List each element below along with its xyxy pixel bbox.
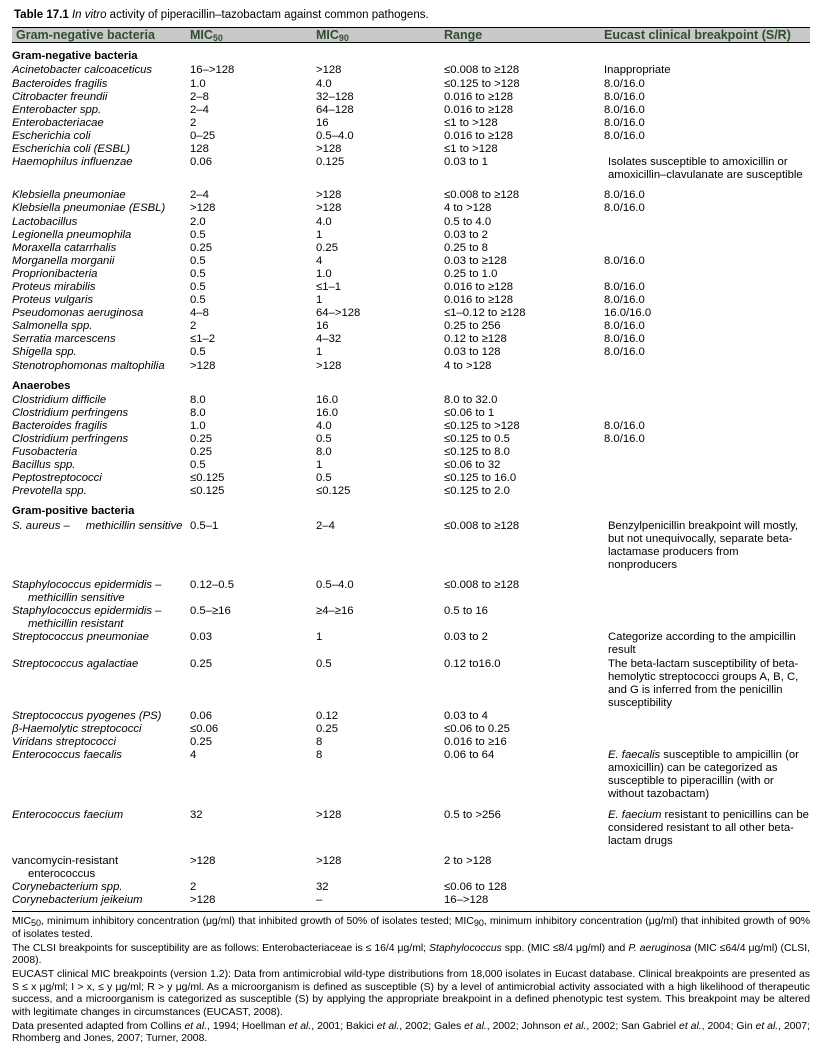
organism-name: Proprionibacteria (12, 267, 98, 280)
mic90-value: 1 (316, 346, 323, 359)
range-value: 0.12 to16.0 (444, 657, 501, 670)
mic50-value: 4 (190, 749, 197, 762)
range-value: 4 to >128 (444, 202, 492, 215)
table-row (12, 229, 810, 242)
breakpoint-value: 8.0/16.0 (604, 419, 645, 432)
mic50-value: 2.0 (190, 215, 206, 228)
table-row (12, 255, 810, 268)
mic90-value: 64–128 (316, 103, 354, 116)
row-spacer (12, 802, 810, 809)
table-row (12, 485, 810, 498)
organism-name: Serratia marcescens (12, 333, 116, 346)
mic90-value: 8 (316, 736, 323, 749)
breakpoint-value: Inappropriate (604, 64, 671, 77)
mic90-value: >128 (316, 202, 342, 215)
organism-name: Escherichia coli (12, 129, 91, 142)
organism-name: Klebsiella pneumoniae (ESBL) (12, 202, 166, 215)
range-value: 0.016 to ≥128 (444, 129, 514, 142)
table-row (12, 472, 810, 485)
organism-name: Clostridium perfringens (12, 433, 129, 445)
footnote-clsi: The CLSI breakpoints for susceptibility are as follows: Enterobacteriaceae is ≤ 16/4 μg/ml; Staphylococcus spp. (MIC ≤8/4 μg/ml) and P. aeruginosa (MIC ≤64/4 μg/ml) (CLSI, 2008). (12, 942, 810, 967)
col-header-mic90: MIC90 (316, 28, 444, 43)
mic90-value: >128 (316, 189, 342, 202)
mic50-value: 4–8 (190, 307, 209, 320)
col-header-organism: Gram-negative bacteria (12, 28, 190, 43)
organism-name: Salmonella spp. (12, 320, 93, 333)
table-row (12, 809, 810, 848)
row-spacer (12, 572, 810, 579)
organism-name: Streptococcus pneumoniae (12, 631, 149, 644)
breakpoint-value (604, 472, 810, 485)
organism-name: Bacteroides fragilis (12, 77, 108, 90)
breakpoint-value (604, 216, 810, 229)
range-value: 0.03 to 2 (444, 228, 488, 241)
organism-name: Acinetobacter calcoaceticus (12, 64, 153, 77)
breakpoint-value (604, 855, 810, 881)
section-title: Gram-positive bacteria (12, 505, 135, 518)
table-row (12, 407, 810, 420)
range-value: ≤1–0.12 to ≥128 (444, 307, 526, 320)
mic50-value: 8.0 (190, 393, 206, 406)
range-value: ≤0.125 to 16.0 (444, 472, 517, 485)
footnote-sources: Data presented adapted from Collins et al., 1994; Hoellman et al., 2001; Bakici et al., 2002; Gales et al., 2002; Johnson et al., 2002; San Gabriel et al., 2004; Gin et al., 2007; Rhomberg and Jones, 2007; Turner, 2008. (12, 1020, 810, 1045)
mic50-value: 0–25 (190, 129, 216, 142)
range-value: 0.12 to ≥128 (444, 333, 507, 346)
range-value: 0.5 to 16 (444, 605, 488, 618)
breakpoint-value (604, 446, 810, 459)
mic50-value: 2 (190, 116, 197, 129)
organism-name: Klebsiella pneumoniae (12, 189, 126, 202)
range-value: 0.25 to 1.0 (444, 267, 498, 280)
table-row (12, 881, 810, 894)
mic50-value: 0.5 (190, 254, 206, 267)
mic50-value: 0.12–0.5 (190, 578, 234, 591)
breakpoint-value: E. faecalis susceptible to ampicillin (or amoxicillin) can be categorized as susceptible to piperacillin (with or without tazobactam) (608, 749, 799, 801)
mic90-value: ≥4–≥16 (316, 605, 354, 618)
organism-name: Citrobacter freundii (12, 90, 108, 103)
range-value: ≤0.125 to 0.5 (444, 433, 510, 445)
table-row (12, 242, 810, 255)
table-caption (14, 8, 810, 22)
range-value: ≤0.125 to 2.0 (444, 485, 510, 498)
table-row (12, 394, 810, 407)
breakpoint-value: 8.0/16.0 (604, 202, 645, 215)
table-row (12, 117, 810, 130)
table-row (12, 520, 810, 572)
range-value: ≤0.125 to >128 (444, 419, 520, 432)
mic90-value: 16 (316, 116, 329, 129)
breakpoint-value: 8.0/16.0 (604, 346, 645, 359)
breakpoint-value: 8.0/16.0 (604, 189, 645, 202)
organism-name: β-Haemolytic streptococci (12, 722, 142, 735)
breakpoint-value: Benzylpenicillin breakpoint will mostly, but not unequivocally, separate beta-lactamase producers from nonproducers (608, 519, 799, 571)
table-row (12, 64, 810, 77)
mic90-value: 0.25 (316, 722, 338, 735)
mic50-value: 0.5 (190, 267, 206, 280)
table-row (12, 736, 810, 749)
breakpoint-value (604, 894, 810, 907)
organism-name: Stenotrophomonas maltophilia (12, 359, 165, 372)
organism-name: Haemophilus influenzae (12, 156, 133, 169)
range-value: 0.016 to ≥128 (444, 280, 514, 293)
row-spacer (12, 848, 810, 855)
mic90-value: ≤1–1 (316, 280, 342, 293)
breakpoint-value: 8.0/16.0 (604, 90, 645, 103)
range-value: ≤1 to >128 (444, 116, 498, 129)
mic50-value: 1.0 (190, 419, 206, 432)
caption-italic: In vitro (71, 9, 107, 21)
range-value: ≤0.06 to 128 (444, 881, 507, 893)
table-row (12, 433, 810, 446)
mic50-value: 0.25 (190, 736, 212, 749)
range-value: 0.03 to 4 (444, 709, 488, 722)
range-value: 0.5 to 4.0 (444, 215, 492, 228)
range-value: ≤0.125 to 8.0 (444, 446, 510, 459)
organism-name: Lactobacillus (12, 215, 78, 228)
table-row (12, 202, 810, 215)
table-row (12, 459, 810, 472)
mic90-value: >128 (316, 808, 342, 821)
organism-name: Morganella morganii (12, 254, 115, 267)
mic50-value: 0.25 (190, 446, 212, 459)
table-row (12, 749, 810, 801)
breakpoint-value (604, 710, 810, 723)
section-title: Anaerobes (12, 379, 71, 392)
col-header-range: Range (444, 28, 604, 43)
breakpoint-value (604, 407, 810, 420)
mic50-value: 32 (190, 808, 203, 821)
mic90-value: 32–128 (316, 90, 354, 103)
breakpoint-value: 8.0/16.0 (604, 254, 645, 267)
footnotes (12, 911, 810, 1046)
range-value: ≤0.06 to 32 (444, 459, 501, 472)
mic90-value: 64–>128 (316, 307, 361, 320)
table-row (12, 216, 810, 229)
mic90-value: 4.0 (316, 77, 332, 90)
organism-name: Enterobacteriacae (12, 116, 104, 129)
breakpoint-value: 8.0/16.0 (604, 320, 645, 333)
breakpoint-value (604, 485, 810, 498)
mic50-value: >128 (190, 202, 216, 215)
mic50-value: 2 (190, 320, 197, 333)
mic90-value: 4.0 (316, 419, 332, 432)
table-row (12, 189, 810, 202)
table-row (12, 143, 810, 156)
organism-name: Escherichia coli (ESBL) (12, 143, 131, 156)
table-row (12, 420, 810, 433)
section-header-row (12, 498, 810, 519)
mic90-value: 0.5 (316, 657, 332, 670)
organism-name: Proteus mirabilis (12, 280, 96, 293)
mic90-value: 1 (316, 228, 323, 241)
mic50-value: 0.25 (190, 433, 212, 445)
breakpoint-value: 8.0/16.0 (604, 77, 645, 90)
organism-name: Streptococcus agalactiae (12, 657, 139, 670)
organism-name: Legionella pneumophila (12, 228, 132, 241)
organism-name: Viridans streptococci (12, 736, 117, 749)
section-header-row (12, 373, 810, 394)
range-value: ≤0.008 to ≥128 (444, 189, 520, 202)
mic50-value: 0.5–≥16 (190, 605, 231, 618)
organism-name: Corynebacterium jeikeium (12, 894, 143, 907)
footnote-mic: MIC50, minimum inhibitory concentration (μg/ml) that inhibited growth of 50% of isolates tested; MIC90, minimum inhibitory concentration (μg/ml) that inhibited growth of 90% of isolates tested. (12, 916, 811, 940)
breakpoint-value: 8.0/16.0 (604, 116, 645, 129)
breakpoint-value (604, 143, 810, 156)
organism-name: Peptostreptococci (12, 472, 102, 485)
mic50-value: >128 (190, 854, 216, 867)
mic50-value: 0.5 (190, 294, 206, 307)
mic50-value: ≤0.125 (190, 472, 225, 485)
range-value: 0.016 to ≥128 (444, 294, 514, 307)
breakpoint-value: 16.0/16.0 (604, 307, 652, 320)
mic90-value: 2–4 (316, 519, 335, 532)
mic90-value: 16.0 (316, 393, 338, 406)
mic90-value: >128 (316, 854, 342, 867)
table-row (12, 605, 810, 631)
mic50-value: 0.03 (190, 631, 212, 644)
organism-name: Staphylococcus epidermidis –methicillin resistant (12, 605, 162, 631)
breakpoint-value (604, 394, 810, 407)
mic50-value: 0.5 (190, 346, 206, 359)
mic90-value: 1 (316, 631, 323, 644)
organism-name: Streptococcus pyogenes (PS) (12, 709, 162, 722)
table-row (12, 307, 810, 320)
mic90-value: 0.12 (316, 709, 338, 722)
table-row (12, 579, 810, 605)
mic90-value: 0.5 (316, 472, 332, 485)
table-row (12, 446, 810, 459)
breakpoint-value: 8.0/16.0 (604, 280, 645, 293)
table-row (12, 723, 810, 736)
table-row (12, 658, 810, 710)
table-row (12, 104, 810, 117)
table-row (12, 281, 810, 294)
breakpoint-value: The beta-lactam susceptibility of beta-hemolytic streptococci groups A, B, C, and G is inferred from the penicillin susceptibility (608, 657, 799, 709)
range-value: 8.0 to 32.0 (444, 393, 498, 406)
breakpoint-value (604, 268, 810, 281)
mic90-value: 0.5–4.0 (316, 578, 354, 591)
range-value: ≤0.008 to ≥128 (444, 519, 520, 532)
table-row (12, 333, 810, 346)
range-value: 0.016 to ≥128 (444, 103, 514, 116)
range-value: 2 to >128 (444, 854, 492, 867)
range-value: 4 to >128 (444, 359, 492, 372)
table-row (12, 631, 810, 657)
breakpoint-value: 8.0/16.0 (604, 333, 645, 346)
range-value: 0.03 to ≥128 (444, 254, 507, 267)
organism-name: Moraxella catarrhalis (12, 241, 117, 254)
mic90-value: 4–32 (316, 333, 342, 346)
mic50-value: 2–8 (190, 90, 209, 103)
range-value: 0.03 to 2 (444, 631, 488, 644)
breakpoint-value: 8.0/16.0 (604, 294, 645, 307)
mic50-value: 0.5 (190, 280, 206, 293)
breakpoint-value: 8.0/16.0 (604, 129, 645, 142)
breakpoint-value: Isolates susceptible to amoxicillin or amoxicillin–clavulanate are susceptible (608, 156, 803, 182)
range-value: 16–>128 (444, 894, 489, 907)
mic50-value: >128 (190, 359, 216, 372)
range-value: 0.016 to ≥128 (444, 90, 514, 103)
breakpoint-value: E. faecium resistant to penicillins can be considered resistant to all other beta-lactam drugs (608, 808, 809, 847)
mic50-value: 1.0 (190, 77, 206, 90)
breakpoint-value (604, 242, 810, 255)
breakpoint-value (604, 736, 810, 749)
mic90-value: ≤0.125 (316, 485, 351, 498)
table-row (12, 360, 810, 373)
breakpoint-value (604, 229, 810, 242)
range-value: 0.03 to 1 (444, 156, 488, 169)
mic90-value: 16.0 (316, 406, 338, 419)
mic90-value: >128 (316, 143, 342, 156)
table-row (12, 130, 810, 143)
footnote-eucast: EUCAST clinical MIC breakpoints (version 1.2): Data from antimicrobial wild-type distributions from 18,000 isolates in Eucast database. Clinical breakpoints are presented as S ≤ x μg/ml; I > x, ≤ y μg/ml; R > y μg/ml. As a microorganism is defined as susceptible (S) by a level of antimicrobial activity associated with a high likelihood of therapeutic success, and a microorganism is categorized as susceptible (S) by applying the appropriate breakpoint in a defined phenotypic test system. This breakpoint may be altered with legitimate changes in circumstances (EUCAST, 2008). (12, 968, 810, 1018)
table-body (12, 43, 810, 907)
range-value: 0.06 to 64 (444, 749, 495, 762)
range-value: ≤1 to >128 (444, 143, 498, 156)
range-value: ≤0.008 to ≥128 (444, 578, 520, 591)
mic50-value: 0.06 (190, 156, 212, 169)
col-header-mic50: MIC50 (190, 28, 316, 43)
organism-name: S. aureus – methicillin sensitive (12, 519, 183, 532)
range-value: 0.016 to ≥16 (444, 736, 507, 749)
breakpoint-value: 8.0/16.0 (604, 433, 645, 445)
mic90-value: 1 (316, 294, 323, 307)
row-spacer (12, 182, 810, 189)
mic50-value: 0.06 (190, 709, 212, 722)
breakpoint-value (604, 579, 810, 605)
mic90-value: 0.125 (316, 156, 345, 169)
mic90-value: 0.5 (316, 433, 332, 445)
mic50-value: 0.5 (190, 459, 206, 472)
mic50-value: ≤1–2 (190, 333, 216, 346)
range-value: 0.25 to 256 (444, 320, 501, 333)
caption-rest: activity of piperacillin–tazobactam against common pathogens. (106, 9, 429, 21)
table-label: Table 17.1 (14, 9, 69, 21)
breakpoint-value: Categorize according to the ampicillin result (608, 631, 796, 657)
breakpoint-value: 8.0/16.0 (604, 103, 645, 116)
table-header (12, 28, 810, 43)
mic50-value: >128 (190, 894, 216, 907)
mic90-value: 4 (316, 254, 323, 267)
mic50-value: 2–4 (190, 103, 209, 116)
mic90-value: 4.0 (316, 215, 332, 228)
organism-name: vancomycin-resistant enterococcus (12, 854, 119, 880)
mic50-value: ≤0.06 (190, 722, 219, 735)
mic90-value: 16 (316, 320, 329, 333)
organism-name: Staphylococcus epidermidis –methicillin sensitive (12, 578, 162, 605)
organism-name: Shigella spp. (12, 346, 77, 359)
breakpoint-value (604, 881, 810, 894)
range-value: ≤0.06 to 0.25 (444, 722, 510, 735)
organism-name: Enterobacter spp. (12, 103, 102, 116)
organism-name: Clostridium perfringens (12, 406, 129, 419)
col-header-breakpoint: Eucast clinical breakpoint (S/R) (604, 28, 810, 43)
range-value: ≤0.125 to >128 (444, 77, 520, 90)
range-value: 0.03 to 128 (444, 346, 501, 359)
pathogen-activity-table (12, 27, 810, 907)
mic50-value: 2 (190, 881, 197, 893)
table-row (12, 855, 810, 881)
organism-name: Fusobacteria (12, 446, 78, 459)
range-value: 0.25 to 8 (444, 241, 488, 254)
table-row (12, 294, 810, 307)
breakpoint-value (604, 459, 810, 472)
mic50-value: 16–>128 (190, 64, 235, 77)
mic90-value: – (316, 894, 323, 907)
organism-name: Proteus vulgaris (12, 294, 93, 307)
organism-name: Bacillus spp. (12, 459, 76, 472)
mic50-value: 0.25 (190, 241, 212, 254)
table-row (12, 710, 810, 723)
mic50-value: ≤0.125 (190, 485, 225, 498)
section-title: Gram-negative bacteria (12, 50, 138, 63)
organism-name: Pseudomonas aeruginosa (12, 307, 144, 320)
mic50-value: 0.5 (190, 228, 206, 241)
table-row (12, 894, 810, 907)
table-row (12, 268, 810, 281)
table-row (12, 346, 810, 359)
table-row (12, 91, 810, 104)
mic90-value: >128 (316, 64, 342, 77)
table-row (12, 156, 810, 182)
breakpoint-value (604, 723, 810, 736)
organism-name: Corynebacterium spp. (12, 881, 123, 893)
range-value: 0.5 to >256 (444, 808, 501, 821)
section-header-row (12, 43, 810, 65)
range-value: ≤0.06 to 1 (444, 406, 495, 419)
table-row (12, 320, 810, 333)
mic90-value: 0.5–4.0 (316, 129, 354, 142)
mic50-value: 0.25 (190, 657, 212, 670)
mic50-value: 0.5–1 (190, 519, 219, 532)
breakpoint-value (604, 605, 810, 631)
mic90-value: 8 (316, 749, 323, 762)
mic50-value: 8.0 (190, 406, 206, 419)
organism-name: Clostridium difficile (12, 393, 107, 406)
mic90-value: >128 (316, 359, 342, 372)
organism-name: Enterococcus faecium (12, 808, 124, 821)
range-value: ≤0.008 to ≥128 (444, 64, 520, 77)
table-row (12, 78, 810, 91)
mic90-value: 1 (316, 459, 323, 472)
mic90-value: 32 (316, 881, 329, 893)
mic50-value: 2–4 (190, 189, 209, 202)
breakpoint-value (604, 360, 810, 373)
organism-name: Prevotella spp. (12, 485, 87, 498)
organism-name: Enterococcus faecalis (12, 749, 122, 762)
mic90-value: 0.25 (316, 241, 338, 254)
mic90-value: 1.0 (316, 267, 332, 280)
mic50-value: 128 (190, 143, 209, 156)
mic90-value: 8.0 (316, 446, 332, 459)
header-row (12, 28, 810, 43)
organism-name: Bacteroides fragilis (12, 419, 108, 432)
